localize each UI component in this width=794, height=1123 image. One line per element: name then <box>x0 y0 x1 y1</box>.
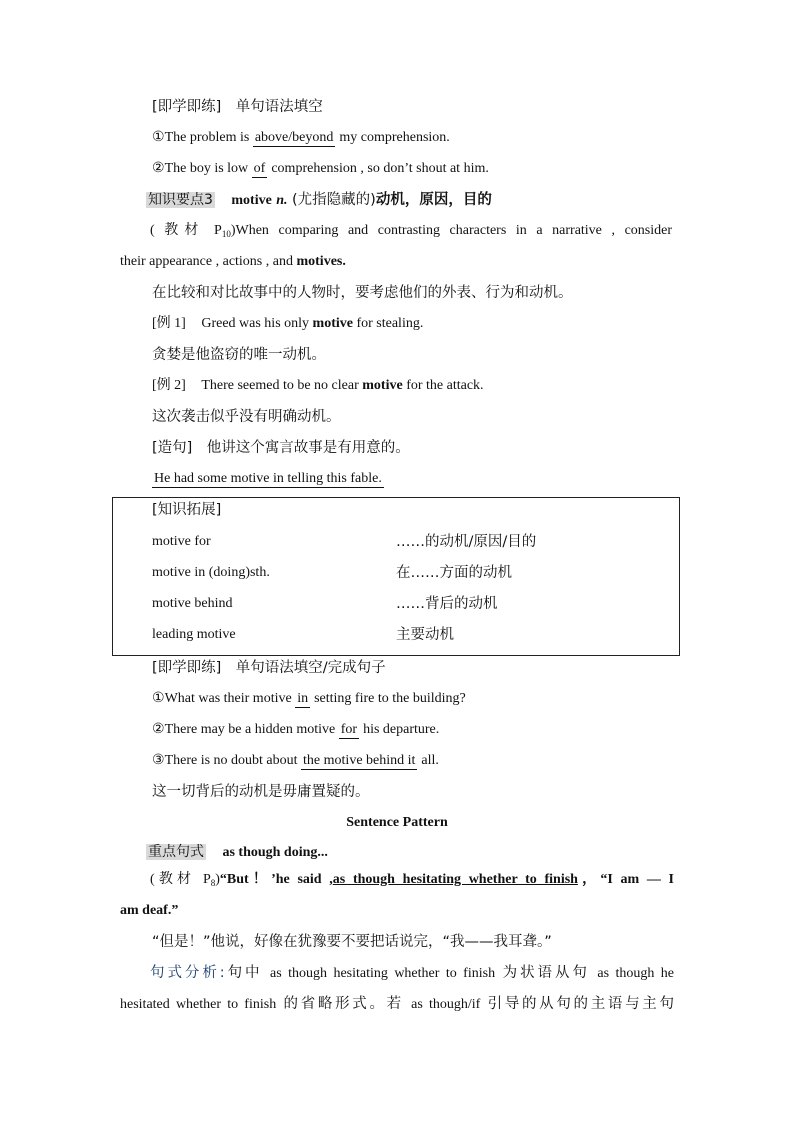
expansion-row-cn: ……背后的动机 <box>396 596 498 612</box>
example-2-translation: 这次袭击似乎没有明确动机。 <box>152 409 341 425</box>
point3-header <box>146 190 492 211</box>
make-sentence-answer <box>152 469 384 489</box>
example-keyword: motive <box>312 316 353 331</box>
source-page: 8 <box>210 878 216 888</box>
practice1-task: 单句语法填空 <box>235 99 323 115</box>
practice2-item-2 <box>152 720 439 740</box>
expansion-row-cn: 主要动机 <box>396 627 454 643</box>
expansion-row-en: motive behind <box>152 596 233 611</box>
source-prefix: (教材 P <box>150 872 211 887</box>
item-number: ② <box>152 161 165 176</box>
pattern-translation: “但是！”他说，好像在犹豫要不要把话说完，“我——我耳聋。” <box>152 934 552 950</box>
analysis-text: as though hesitating whether to finish <box>270 966 496 981</box>
example-keyword: motive <box>362 378 403 393</box>
practice2-task: 单句语法填空/完成句子 <box>235 660 386 676</box>
make-prompt: 他讲这个寓言故事是有用意的。 <box>206 440 410 456</box>
item-answer: of <box>253 161 266 176</box>
expansion-row-en: leading motive <box>152 627 236 642</box>
item-answer: the motive behind it <box>303 753 416 768</box>
example-2 <box>152 376 484 396</box>
item-number: ① <box>152 130 165 145</box>
source-page: 10 <box>221 229 231 239</box>
point3-pos: n. <box>276 193 288 208</box>
source-prefix: ( 教材 P <box>150 223 222 238</box>
practice1-line <box>152 97 323 117</box>
analysis-line-1 <box>150 963 674 984</box>
example-1 <box>152 314 423 334</box>
analysis-text: hesitated whether to finish <box>120 997 277 1012</box>
analysis-text: as though/if <box>411 997 481 1012</box>
quote-text: ，“I am — I <box>577 872 675 887</box>
practice2-item-1 <box>152 689 466 709</box>
point3-word: motive <box>231 193 272 208</box>
practice1-item-2 <box>152 159 489 179</box>
analysis-label: 句式分析: <box>150 965 225 981</box>
example-label: [例 1] <box>152 316 186 331</box>
analysis-text: as though he <box>597 966 675 981</box>
quote-text: “But！’he said , <box>219 872 333 887</box>
analysis-text: 引导的从句的主语与主句 <box>480 996 674 1012</box>
practice1-heading: [即学即练] <box>152 99 222 115</box>
item-number: ② <box>152 722 165 737</box>
source-text: )When comparing and contrasting characters in a narrative , consider <box>230 223 673 238</box>
item-number: ① <box>152 691 165 706</box>
example-text: There seemed to be no clear <box>201 378 363 393</box>
item-text: his departure. <box>363 722 440 737</box>
example-text: for the attack. <box>402 378 484 393</box>
expansion-row-en: motive for <box>152 534 211 549</box>
pattern-source-line-1 <box>150 870 674 893</box>
pattern-text: as though doing... <box>222 845 328 860</box>
practice2-item-3 <box>152 751 439 771</box>
source-close: ) <box>215 872 220 887</box>
expansion-row-cn: ……的动机/原因/目的 <box>396 534 537 550</box>
item-text: There may be a hidden motive <box>164 722 339 737</box>
point3-meaning-paren: (尤指隐藏的) <box>292 192 376 208</box>
item-text: What was their motive <box>164 691 296 706</box>
item-text: all. <box>421 753 439 768</box>
make-answer: He had some motive in telling this fable. <box>154 471 382 486</box>
item-text: The problem is <box>164 130 253 145</box>
expansion-title: [知识拓展] <box>152 502 222 518</box>
item-number: ③ <box>152 753 165 768</box>
quote-underlined: as though hesitating whether to finish <box>332 872 578 887</box>
make-sentence <box>152 438 410 458</box>
example-text: for stealing. <box>352 316 424 331</box>
item-answer: for <box>340 722 358 737</box>
expansion-row-en: motive in (doing)sth. <box>152 565 270 580</box>
practice2-heading: [即学即练] <box>152 660 222 676</box>
example-1-translation: 贪婪是他盗窃的唯一动机。 <box>152 347 326 363</box>
example-label: [例 2] <box>152 378 186 393</box>
item-text: The boy is low <box>164 161 252 176</box>
item-text: setting fire to the building? <box>314 691 466 706</box>
point3-translation: 在比较和对比故事中的人物时，要考虑他们的外表、行为和动机。 <box>152 285 573 301</box>
point3-source-line-2 <box>120 252 346 272</box>
item-text: comprehension , so don’t shout at him. <box>271 161 489 176</box>
item-answer: in <box>297 691 309 706</box>
point3-source-line-1 <box>150 221 672 244</box>
practice2-item-3-translation: 这一切背后的动机是毋庸置疑的。 <box>152 784 370 800</box>
section-title: Sentence Pattern <box>346 815 448 830</box>
analysis-text: 的省略形式。若 <box>276 996 412 1012</box>
item-text: There is no doubt about <box>164 753 302 768</box>
item-answer: above/beyond <box>254 130 334 145</box>
item-text: my comprehension. <box>339 130 450 145</box>
pattern-header <box>146 842 328 863</box>
practice1-item-1 <box>152 128 450 148</box>
pattern-tag: 重点句式 <box>148 844 204 860</box>
point3-meaning: 动机，原因，目的 <box>375 192 492 208</box>
analysis-text: 句中 <box>224 965 271 981</box>
analysis-text: 为状语从句 <box>495 965 598 981</box>
expansion-row-cn: 在……方面的动机 <box>396 565 512 581</box>
practice2-line <box>152 658 386 678</box>
make-label: [造句] <box>152 440 193 456</box>
point3-tag: 知识要点3 <box>148 192 213 208</box>
analysis-line-2 <box>120 994 674 1015</box>
example-text: Greed was his only <box>201 316 313 331</box>
pattern-source-line-2: am deaf.” <box>120 903 179 918</box>
source-text: their appearance , actions , and <box>120 254 297 269</box>
source-bold: motives. <box>296 254 346 269</box>
